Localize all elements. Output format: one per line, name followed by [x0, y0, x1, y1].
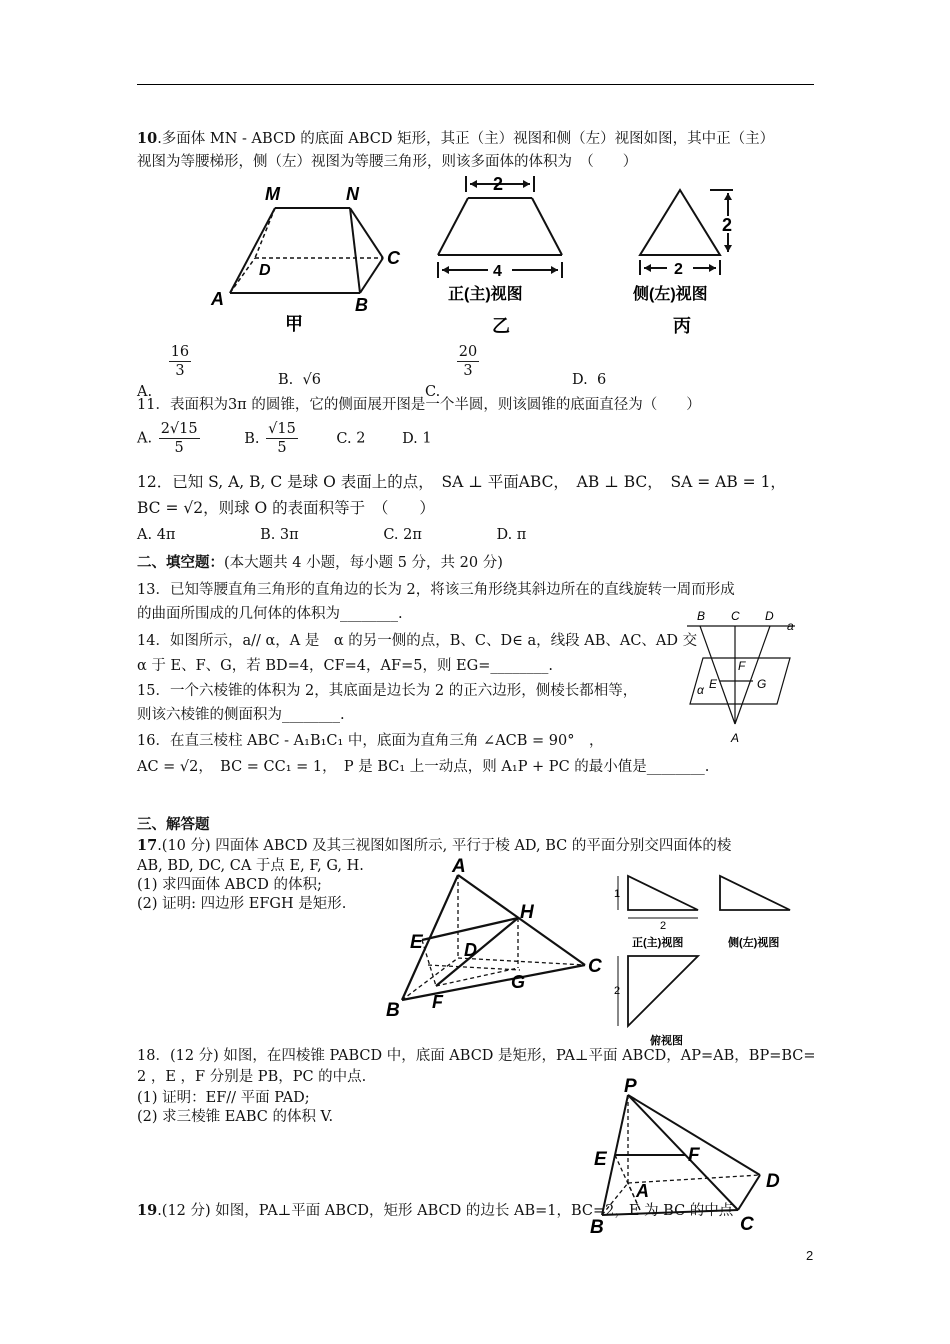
q14-line1: 14．如图所示，a// α，A 是 α 的另一侧的点，B、C、D∈ a，线段 AB、AC、AD 交: [137, 633, 698, 649]
q14-figure: [685, 606, 805, 746]
q12-options: A. 4π B. 3π C. 2π D. π: [137, 527, 527, 543]
label-N: N: [346, 184, 359, 204]
q17-label-G: G: [511, 972, 526, 992]
q16-line2: AC = √2， BC = CC₁ = 1， P 是 BC₁ 上一动点，则 A₁P + PC 的最小值是________.: [137, 759, 710, 775]
q17-label-B: B: [386, 1000, 400, 1021]
bing-base-dim: 2: [674, 261, 683, 278]
label-M: M: [265, 184, 280, 204]
q14-label-D: D: [765, 609, 774, 623]
q17-tetrahedron-figure: [380, 856, 610, 1030]
q17-label-C: C: [588, 956, 602, 977]
side-view-title: 侧(左)视图: [728, 937, 780, 949]
label-A: A: [211, 289, 224, 309]
q11-stem: 11．表面积为3π 的圆锥，它的侧面展开图是一个半圆，则该圆锥的底面直径为（ ）: [137, 397, 701, 413]
q18-line4: (2) 求三棱锥 EABC 的体积 V.: [137, 1109, 334, 1125]
q18-label-P: P: [624, 1076, 637, 1097]
label-D: D: [259, 262, 271, 279]
caption-bing: 丙: [673, 316, 691, 336]
q18-line1: 18．(12 分) 如图，在四棱锥 PABCD 中，底面 ABCD 是矩形，PA⊥平面 ABCD，AP=AB，BP=BC=: [137, 1048, 816, 1064]
q13-line2: 的曲面所围成的几何体的体积为________.: [137, 606, 403, 622]
q14-label-a: a: [787, 619, 794, 633]
q10-option-c: C. $\frac{20}{3}$: [425, 344, 478, 400]
q17-line3: (1) 求四面体 ABCD 的体积;: [137, 877, 322, 893]
q17-label-H: H: [520, 902, 534, 923]
q17-label-E: E: [410, 932, 423, 953]
yi-top-dim: 2: [493, 174, 504, 194]
page-number: 2: [806, 1248, 814, 1263]
q16-line1: 16．在直三棱柱 ABC - A₁B₁C₁ 中，底面为直角三角 ∠ACB = 90° ，: [137, 733, 604, 749]
section2-heading: 二、填空题：(本大题共 4 小题，每小题 5 分，共 20 分): [137, 554, 503, 571]
q11-options: A. $\frac{2√15}{5}$ B. $\frac{√15}{5}$ C. 2 D. 1: [137, 421, 432, 456]
q10-option-a: A. $\frac{16}{3}$: [137, 344, 190, 400]
q18-label-D: D: [766, 1171, 780, 1192]
q18-label-A: A: [636, 1181, 649, 1201]
top-view-title: 俯视图: [650, 1035, 683, 1047]
bing-title: 侧(左)视图: [633, 286, 708, 303]
q18-label-B: B: [590, 1217, 604, 1238]
caption-yi: 乙: [492, 316, 510, 336]
q14-line2: α 于 E、F、G，若 BD=4，CF=4，AF=5，则 EG=________.: [137, 658, 553, 674]
q10-option-b: B. √6: [278, 372, 321, 388]
label-C: C: [387, 248, 400, 268]
top-view-height: 2: [614, 985, 621, 997]
q17-line4: (2) 证明: 四边形 EFGH 是矩形.: [137, 896, 347, 912]
q10-figure-jia: [205, 178, 420, 338]
q18-label-C: C: [740, 1214, 754, 1235]
q18-label-E: E: [594, 1149, 607, 1170]
q19-stem: 19.(12 分) 如图，PA⊥平面 ABCD，矩形 ABCD 的边长 AB=1，BC=2，E 为 BC 的中点: [137, 1202, 734, 1219]
q12-line2: BC = √2，则球 O 的表面积等于 （ ）: [137, 499, 435, 517]
q17-label-D: D: [464, 940, 477, 960]
q10-line1: 10.多面体 MN - ABCD 的底面 ABCD 矩形，其正（主）视图和侧（左）视图如图，其中正（主）: [137, 130, 775, 147]
label-B: B: [355, 295, 368, 315]
q15-line2: 则该六棱锥的侧面积为________.: [137, 707, 345, 723]
header-rule: [137, 84, 814, 85]
q10-figure-yi: [430, 170, 580, 340]
yi-title: 正(主)视图: [448, 286, 523, 303]
caption-jia: 甲: [285, 314, 303, 334]
q14-label-F: F: [738, 659, 746, 673]
yi-bottom-dim: 4: [493, 263, 502, 280]
q15-line1: 15．一个六棱锥的体积为 2，其底面是边长为 2 的正六边形，侧棱长都相等，: [137, 683, 638, 699]
q14-label-G: G: [757, 677, 767, 691]
q10-line2: 视图为等腰梯形，侧（左）视图为等腰三角形，则该多面体的体积为 （ ）: [137, 154, 638, 170]
front-view-height: 1: [614, 888, 621, 900]
q10-option-d: D. 6: [572, 372, 607, 388]
q13-line1: 13．已知等腰直角三角形的直角边的长为 2，将该三角形绕其斜边所在的直线旋转一周而形成: [137, 582, 735, 598]
q18-label-F: F: [688, 1145, 700, 1166]
front-view-title: 正(主)视图: [632, 937, 684, 949]
q17-three-views: [610, 868, 800, 1048]
q12-line1: 12．已知 S, A, B, C 是球 O 表面上的点， SA ⊥ 平面ABC， AB ⊥ BC， SA = AB = 1，: [137, 473, 786, 491]
front-view-width: 2: [660, 920, 667, 932]
q14-label-E: E: [709, 677, 718, 691]
q18-line2: 2 ，E ，F 分别是 PB，PC 的中点.: [137, 1069, 367, 1085]
section3-heading: 三、解答题: [137, 816, 210, 833]
q14-label-A: A: [731, 731, 740, 745]
q17-line1: 17.(10 分) 四面体 ABCD 及其三视图如图所示, 平行于棱 AD, BC 的平面分别交四面体的棱: [137, 837, 732, 854]
q14-label-alpha: α: [697, 683, 704, 697]
q17-label-A: A: [452, 856, 466, 877]
q14-label-C: C: [731, 609, 740, 623]
q17-line2: AB, BD, DC, CA 于点 E, F, G, H.: [137, 858, 364, 874]
q14-label-B: B: [697, 609, 706, 623]
q18-line3: (1) 证明：EF// 平面 PAD;: [137, 1090, 310, 1106]
q10-figure-bing: [625, 178, 755, 338]
q17-label-F: F: [432, 992, 443, 1012]
bing-height-dim: 2: [722, 215, 733, 235]
